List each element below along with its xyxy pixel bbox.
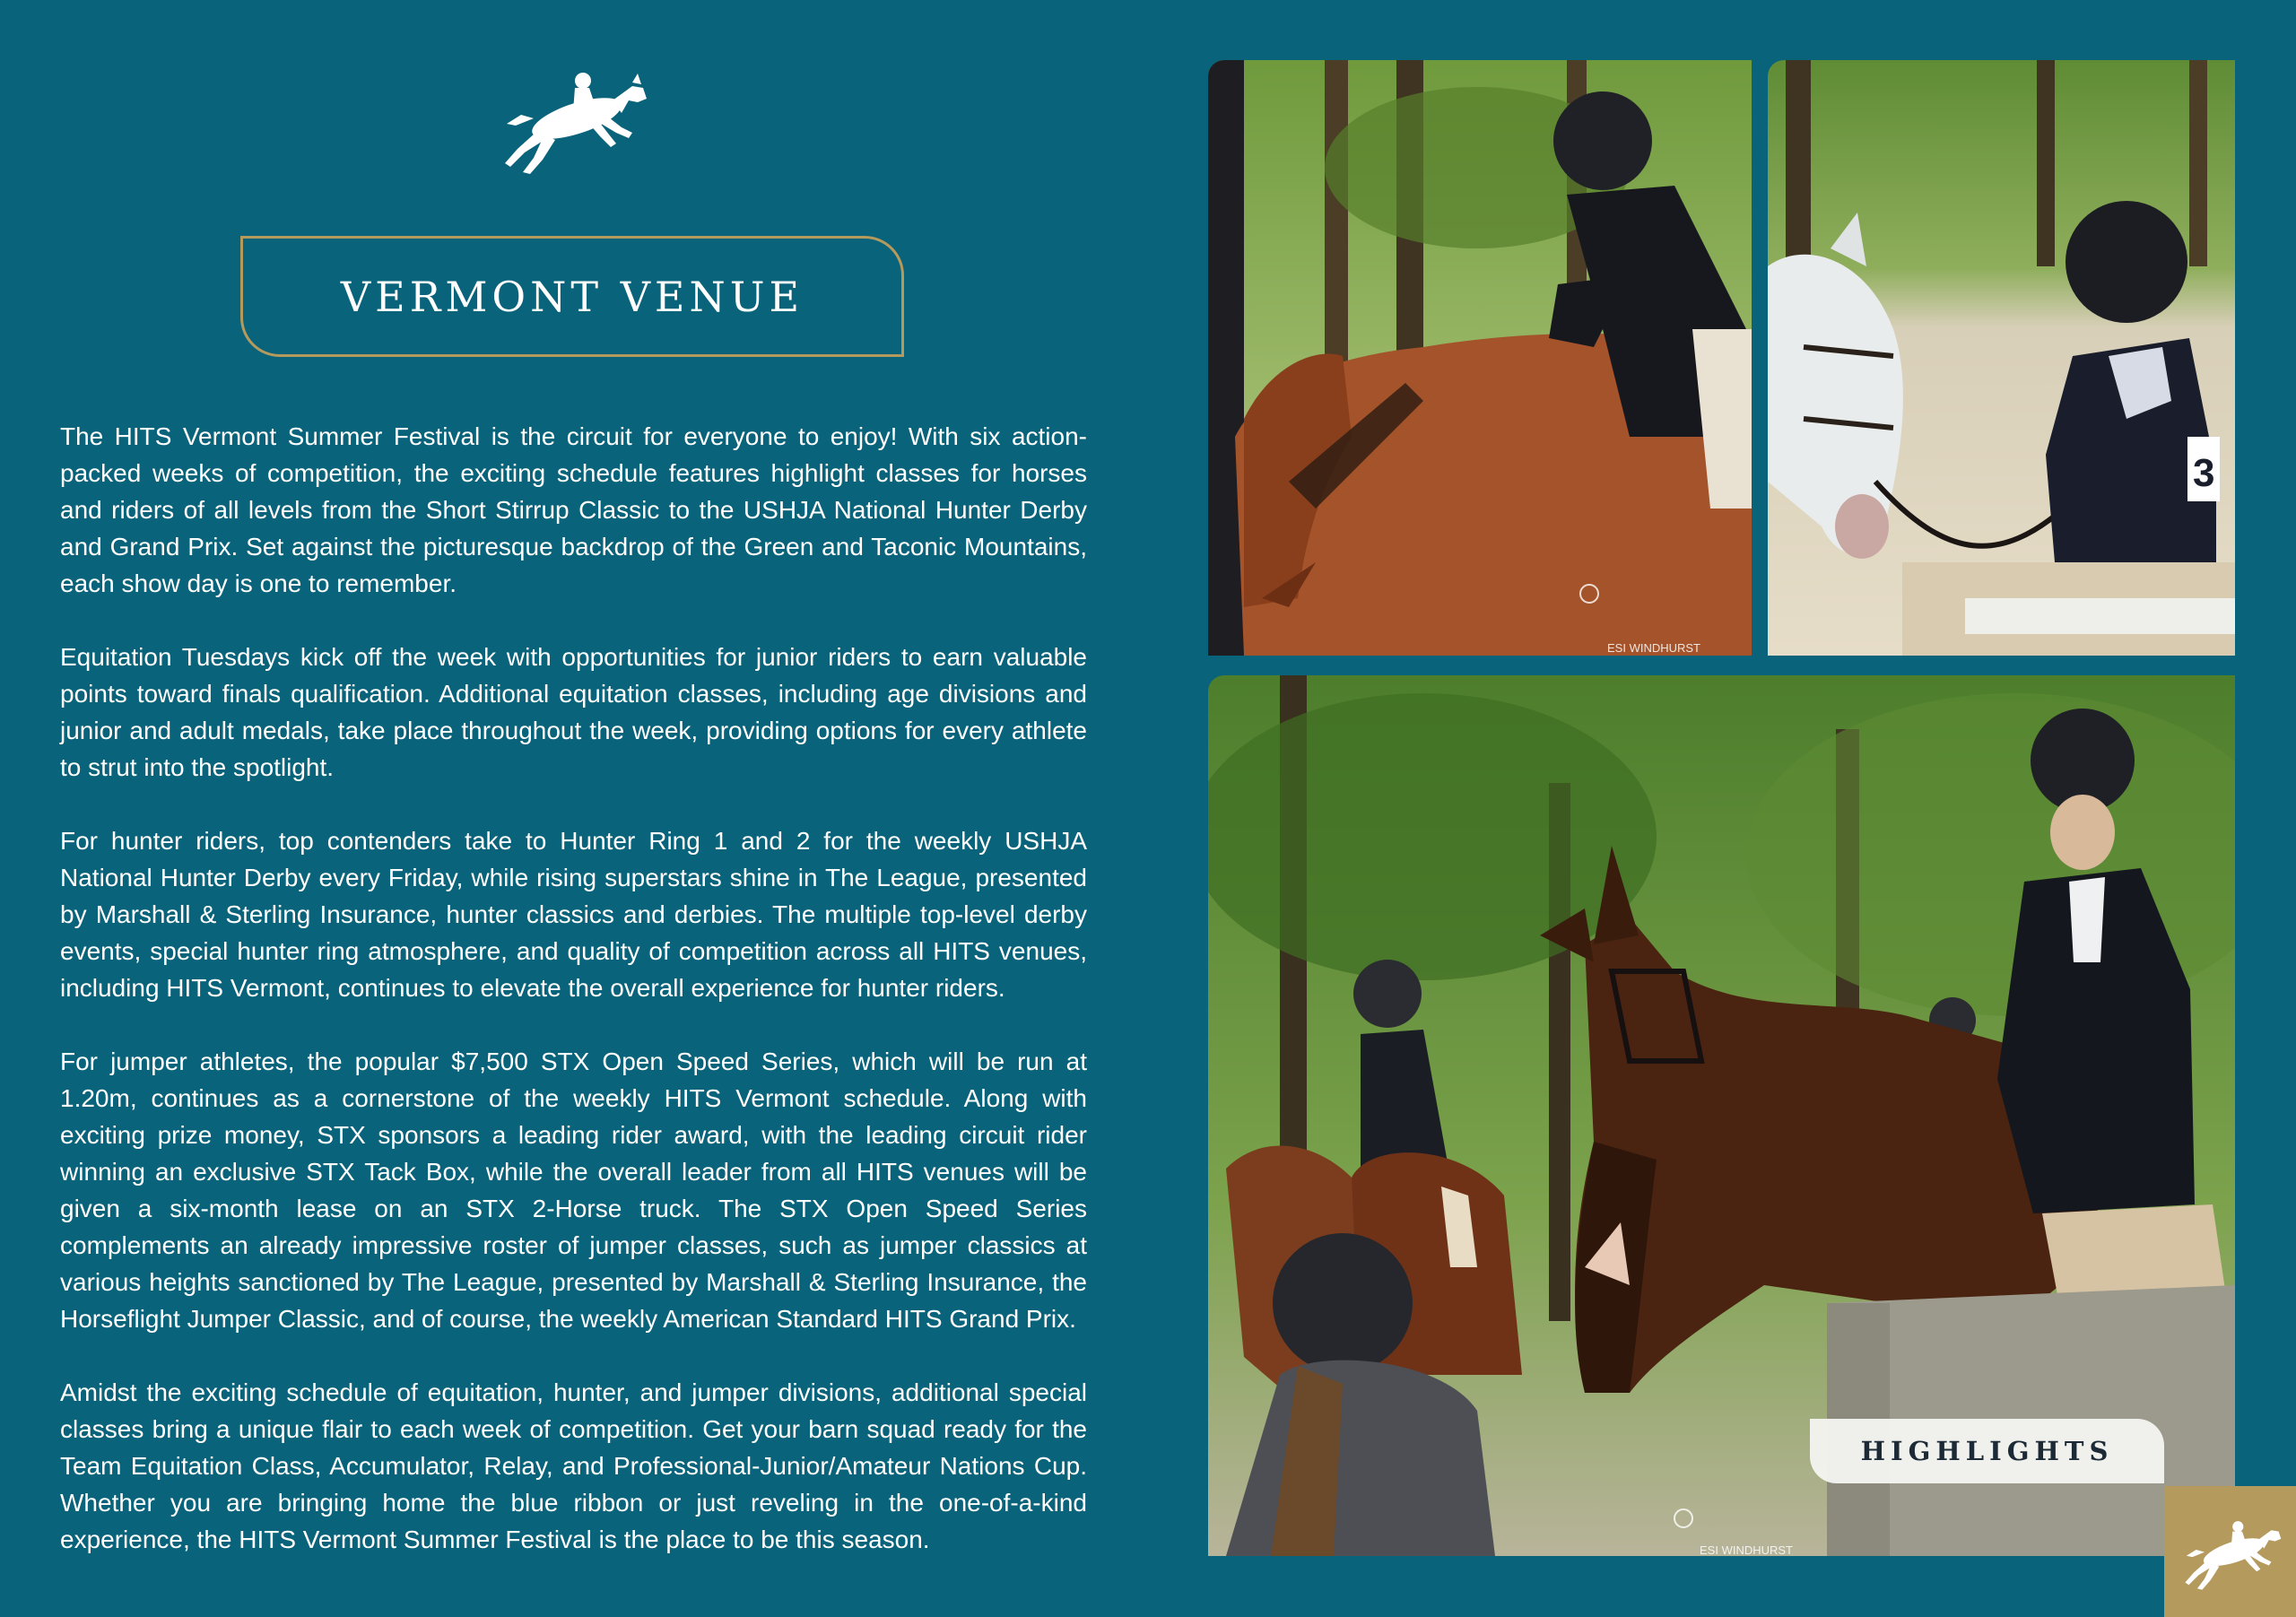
paragraph-special-classes: Amidst the exciting schedule of equitation, hunter, and jumper divisions, additional special classes bring a unique flair to each week of competition. Get your barn squad ready for the Team Equitation Class, Accumulator, Relay, and Professional-Junior/Amateur Nations Cup. Whether you are bringing home the blue ribbon or just reveling in the one-of-a-kind experience, the HITS Vermont Summer Festival is the place to be this season.: [60, 1378, 1087, 1553]
paragraph-jumper: For jumper athletes, the popular $7,500 STX Open Speed Series, which will be run at 1.20m, continues as a cornerstone of the weekly HITS Vermont schedule. Along with exciting prize money, STX sponsors a leading rider award, with the leading circuit rider winning an exclusive STX Tack Box, while the overall leader from all HITS venues will be given a six-month lease on an STX 2-Horse truck. The STX Open Speed Series complements an already impressive roster of jumper classes, such as jumper classics at various heights sanctioned by The League, presented by Marshall & Sterling Insurance, the Horseflight Jumper Classic, and of course, the weekly American Standard HITS Grand Prix.: [60, 1048, 1087, 1333]
bib-number: 3: [2193, 451, 2215, 495]
paragraph-equitation: Equitation Tuesdays kick off the week with opportunities for junior riders to earn valuable points toward finals qualification. Additional equitation classes, including age divisions and junior and adult medals, take place throughout the week, providing options for every athlete to strut into the spotlight.: [60, 643, 1087, 781]
photo-watermark: ESI WINDHURST: [1607, 641, 1700, 655]
photo-rider-chestnut-horse: [1208, 60, 1752, 656]
highlights-label: HIGHLIGHTS: [1860, 1436, 2114, 1466]
highlights-badge: [1810, 1419, 2164, 1483]
title-box: [240, 236, 904, 357]
horse-jumper-icon: [2180, 1513, 2283, 1592]
photo-rider-grey-pony: [1768, 60, 2235, 656]
paragraph-hunter: For hunter riders, top contenders take to Hunter Ring 1 and 2 for the weekly USHJA National Hunter Derby every Friday, while rising superstars shine in The League, presented by Marshall & Sterling Insurance, hunter classics and derbies. The multiple top-level derby events, special hunter ring atmosphere, and quality of competition across all HITS venues, including HITS Vermont, continues to elevate the overall experience for hunter riders.: [60, 827, 1087, 1002]
paragraph-intro: The HITS Vermont Summer Festival is the circuit for everyone to enjoy! With six action-packed weeks of competition, the exciting schedule features highlight classes for horses and riders of all levels from the Short Stirrup Classic to the USHJA National Hunter Derby and Grand Prix. Set against the picturesque backdrop of the Green and Taconic Mountains, each show day is one to remember.: [60, 422, 1087, 597]
photo-watermark: ESI WINDHURST: [1700, 1543, 1793, 1556]
page-title: VERMONT VENUE: [340, 272, 804, 321]
horse-jumper-icon: [498, 63, 650, 175]
article-body: [60, 418, 1087, 1595]
corner-logo-badge: [2164, 1486, 2296, 1617]
